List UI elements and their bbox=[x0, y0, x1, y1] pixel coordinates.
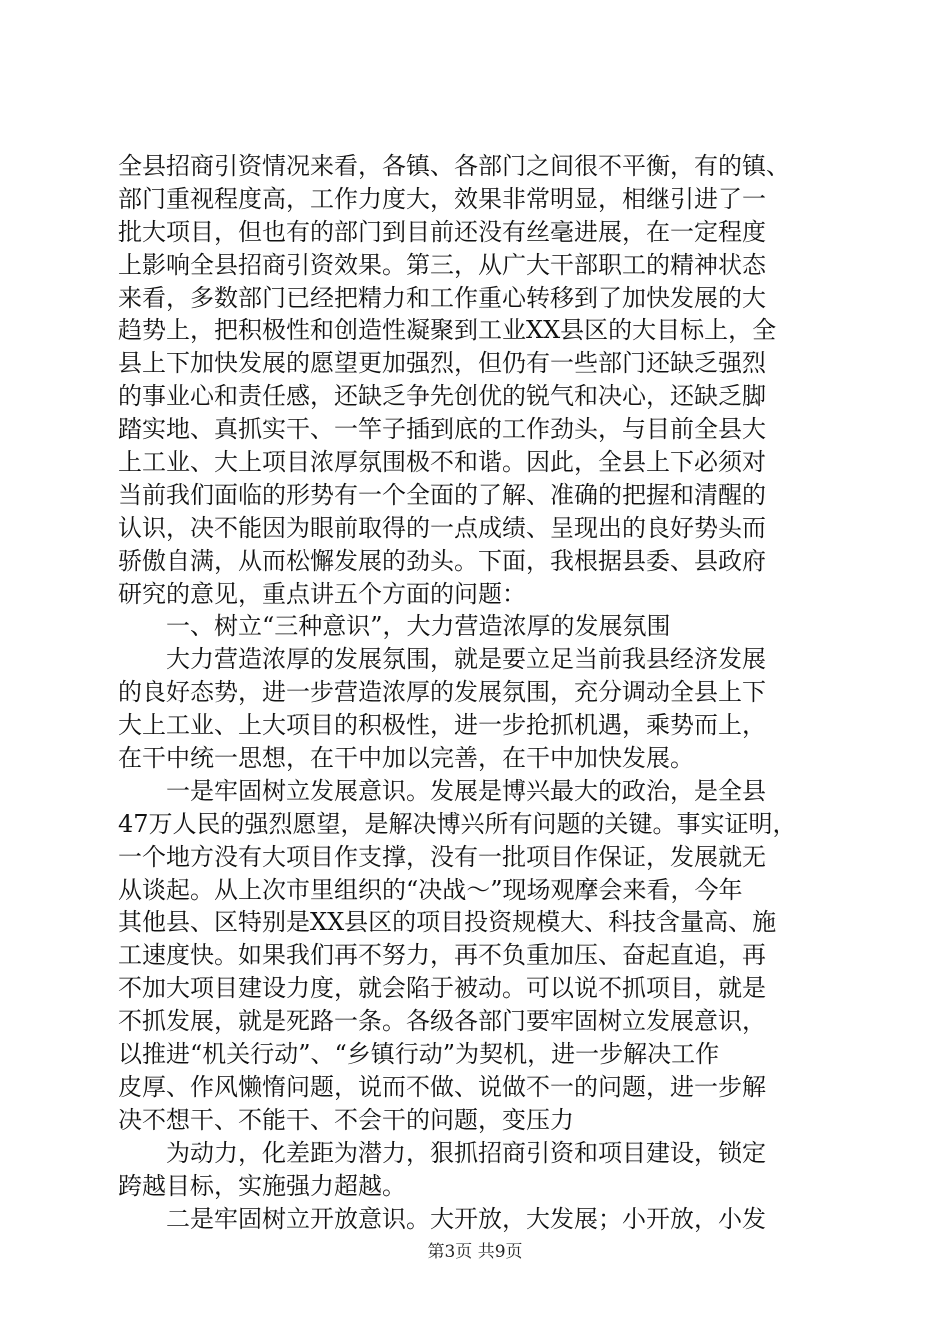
page-footer: 第3页 共9页 bbox=[427, 1242, 523, 1262]
text-line: 大力营造浓厚的发展氛围，就是要立足当前我县经济发展 bbox=[118, 645, 766, 674]
text-line: 当前我们面临的形势有一个全面的了解、准确的把握和清醒的 bbox=[118, 480, 766, 509]
text-line: 研究的意见，重点讲五个方面的问题： bbox=[118, 579, 526, 608]
text-line: 县上下加快发展的愿望更加强烈，但仍有一些部门还缺乏强烈 bbox=[118, 349, 766, 378]
text-line: 从谈起。从上次市里组织的“决战～”现场观摩会来看，今年 bbox=[118, 875, 743, 904]
text-line: 一、树立“三种意识”，大力营造浓厚的发展氛围 bbox=[118, 612, 671, 641]
text-line: 以推进“机关行动”、“乡镇行动”为契机，进一步解决工作 bbox=[118, 1040, 720, 1069]
text-line: 二是牢固树立开放意识。大开放，大发展；小开放，小发 bbox=[118, 1204, 766, 1233]
text-line: 认识，决不能因为眼前取得的一点成绩、呈现出的良好势头而 bbox=[118, 513, 766, 542]
text-line: 其他县、区特别是XX县区的项目投资规模大、科技含量高、施 bbox=[118, 908, 777, 937]
text-line: 皮厚、作风懒惰问题，说而不做、说做不一的问题，进一步解 bbox=[118, 1072, 766, 1101]
text-line: 骄傲自满，从而松懈发展的劲头。下面，我根据县委、县政府 bbox=[118, 546, 766, 575]
text-line: 47万人民的强烈愿望，是解决博兴所有问题的关键。事实证明， bbox=[118, 809, 797, 838]
text-line: 在干中统一思想，在干中加以完善，在干中加快发展。 bbox=[118, 744, 694, 773]
text-line: 的事业心和责任感，还缺乏争先创优的锐气和决心，还缺乏脚 bbox=[118, 382, 766, 411]
text-line: 的良好态势，进一步营造浓厚的发展氛围，充分调动全县上下 bbox=[118, 678, 766, 707]
text-line: 跨越目标，实施强力超越。 bbox=[118, 1171, 406, 1200]
text-line: 不加大项目建设力度，就会陷于被动。可以说不抓项目，就是 bbox=[118, 974, 766, 1003]
text-line: 部门重视程度高，工作力度大，效果非常明显，相继引进了一 bbox=[118, 184, 766, 213]
text-line: 全县招商引资情况来看，各镇、各部门之间很不平衡，有的镇、 bbox=[118, 152, 790, 180]
text-line: 工速度快。如果我们再不努力，再不负重加压、奋起直追，再 bbox=[118, 941, 766, 970]
text-line: 踏实地、真抓实干、一竿子插到底的工作劲头，与目前全县大 bbox=[118, 415, 766, 444]
text-line: 一个地方没有大项目作支撑，没有一批项目作保证，发展就无 bbox=[118, 842, 766, 871]
text-line: 来看，多数部门已经把精力和工作重心转移到了加快发展的大 bbox=[118, 283, 766, 312]
text-line: 不抓发展，就是死路一条。各级各部门要牢固树立发展意识， bbox=[118, 1007, 766, 1036]
text-line: 上工业、大上项目浓厚氛围极不和谐。因此，全县上下必须对 bbox=[118, 448, 766, 477]
body-text bbox=[118, 150, 838, 1235]
text-line: 决不想干、不能干、不会干的问题，变压力 bbox=[118, 1105, 574, 1134]
text-line: 趋势上，把积极性和创造性凝聚到工业XX县区的大目标上，全 bbox=[118, 316, 777, 345]
text-line: 批大项目，但也有的部门到目前还没有丝毫进展，在一定程度 bbox=[118, 217, 766, 246]
text-line: 上影响全县招商引资效果。第三，从广大干部职工的精神状态 bbox=[118, 250, 766, 279]
text-line: 大上工业、上大项目的积极性，进一步抢抓机遇，乘势而上， bbox=[118, 711, 766, 740]
text-line: 一是牢固树立发展意识。发展是博兴最大的政治，是全县 bbox=[118, 776, 766, 805]
text-line: 为动力，化差距为潜力，狠抓招商引资和项目建设，锁定 bbox=[118, 1138, 766, 1167]
